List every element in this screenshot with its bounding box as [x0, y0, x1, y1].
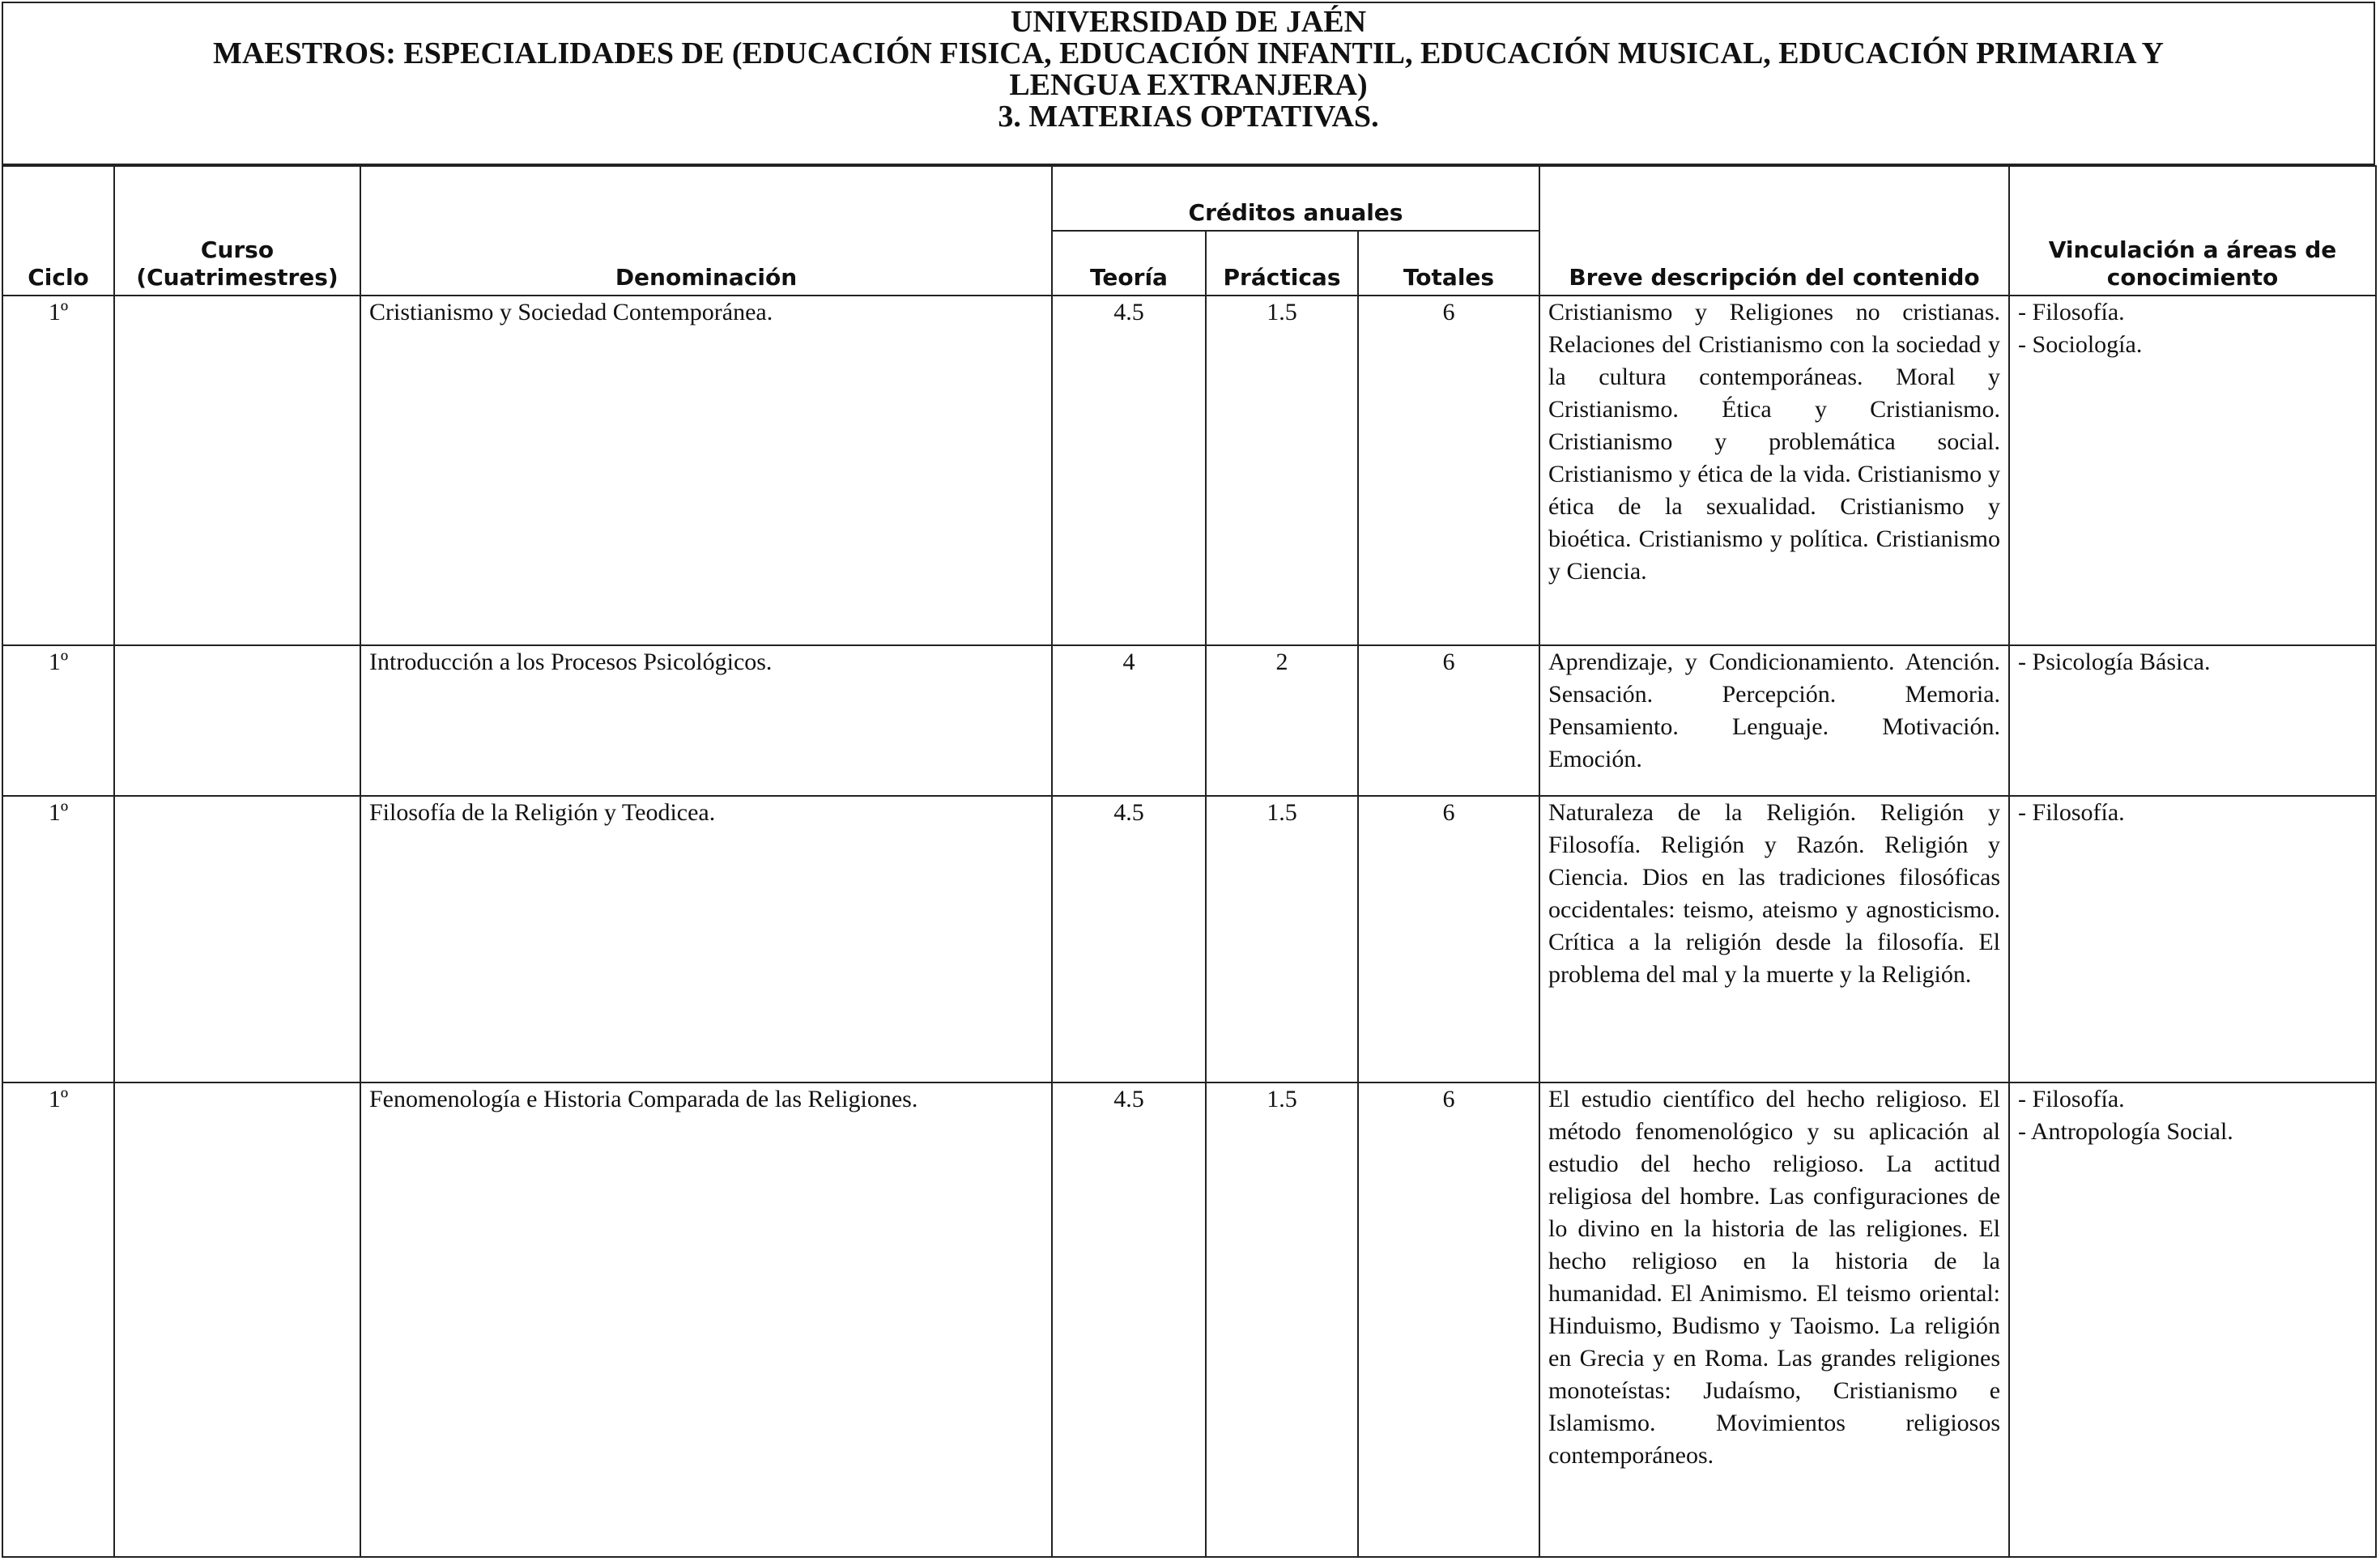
university-title: UNIVERSIDAD DE JAÉN	[1010, 5, 1367, 39]
table-row	[2, 645, 2376, 796]
column-header-vinculacion-line2: conocimiento	[2106, 264, 2279, 291]
column-header-creditos: Créditos anuales	[1052, 166, 1539, 231]
column-header-vinculacion	[2009, 166, 2376, 296]
column-header-teoria: Teoría	[1052, 231, 1206, 296]
cell-descripcion: Naturaleza de la Religión. Religión y Filosofía. Religión y Razón. Religión y Ciencia. Dios en las tradiciones filosóficas occidentales: teismo, ateismo y agnosticismo. Crítica a la religión desde la filosofía. El problema del mal y la muerte y la Religión.	[1539, 796, 2009, 1082]
cell-descripcion: Aprendizaje, y Condicionamiento. Atención. Sensación. Percepción. Memoria. Pensamiento. Lenguaje. Motivación. Emoción.	[1539, 645, 2009, 796]
document-header	[2, 2, 2375, 165]
cell-denominacion: Cristianismo y Sociedad Contemporánea.	[360, 296, 1052, 645]
cell-curso	[114, 796, 360, 1082]
cell-curso	[114, 645, 360, 796]
cell-vinculacion	[2009, 796, 2376, 1082]
column-header-descripcion: Breve descripción del contenido	[1539, 166, 2009, 296]
area-item: - Antropología Social.	[2018, 1118, 2233, 1145]
cell-teoria: 4.5	[1052, 1082, 1206, 1557]
cell-practicas: 1.5	[1206, 296, 1358, 645]
column-header-totales: Totales	[1358, 231, 1539, 296]
cell-vinculacion	[2009, 1082, 2376, 1557]
column-header-vinculacion-line1: Vinculación a áreas de	[2048, 236, 2337, 263]
cell-denominacion: Fenomenología e Historia Comparada de las Religiones.	[360, 1082, 1052, 1557]
table-row	[2, 796, 2376, 1082]
column-header-denominacion: Denominación	[360, 166, 1052, 296]
cell-vinculacion	[2009, 645, 2376, 796]
cell-teoria: 4.5	[1052, 796, 1206, 1082]
cell-practicas: 1.5	[1206, 1082, 1358, 1557]
degree-title: MAESTROS: ESPECIALIDADES DE (EDUCACIÓN FISICA, EDUCACIÓN INFANTIL, EDUCACIÓN MUSICAL, EDUCACIÓN PRIMARIA Y	[212, 36, 2164, 70]
area-item: - Sociología.	[2018, 331, 2143, 358]
table-row	[2, 296, 2376, 645]
cell-curso	[114, 296, 360, 645]
column-header-curso-line1: Curso	[200, 236, 275, 263]
cell-ciclo: 1º	[2, 296, 114, 645]
area-item: - Filosofía.	[2018, 799, 2125, 826]
column-header-practicas: Prácticas	[1206, 231, 1358, 296]
table-row	[2, 1082, 2376, 1557]
cell-teoria: 4	[1052, 645, 1206, 796]
cell-denominacion: Introducción a los Procesos Psicológicos.	[360, 645, 1052, 796]
cell-vinculacion	[2009, 296, 2376, 645]
subjects-table	[2, 165, 2377, 1558]
cell-totales: 6	[1358, 796, 1539, 1082]
column-header-ciclo: Ciclo	[2, 166, 114, 296]
cell-ciclo: 1º	[2, 645, 114, 796]
cell-totales: 6	[1358, 296, 1539, 645]
cell-ciclo: 1º	[2, 796, 114, 1082]
cell-teoria: 4.5	[1052, 296, 1206, 645]
cell-practicas: 1.5	[1206, 796, 1358, 1082]
cell-practicas: 2	[1206, 645, 1358, 796]
cell-totales: 6	[1358, 1082, 1539, 1557]
area-item: - Filosofía.	[2018, 299, 2125, 325]
cell-descripcion: El estudio científico del hecho religioso. El método fenomenológico y su aplicación al estudio del hecho religioso. La actitud religiosa del hombre. Las configuraciones de lo divino en la historia de las religiones. El hecho religioso en la historia de la humanidad. El Animismo. El teismo oriental: Hinduismo, Budismo y Taoismo. La religión en Grecia y en Roma. Las grandes religiones monoteístas: Judaísmo, Cristianismo e Islamismo. Movimientos religiosos contemporáneos.	[1539, 1082, 2009, 1557]
cell-curso	[114, 1082, 360, 1557]
column-header-curso-line2: (Cuatrimestres)	[136, 264, 338, 291]
cell-totales: 6	[1358, 645, 1539, 796]
degree-title-continued: LENGUA EXTRANJERA)	[1009, 68, 1368, 102]
column-header-curso	[114, 166, 360, 296]
cell-denominacion: Filosofía de la Religión y Teodicea.	[360, 796, 1052, 1082]
area-item: - Filosofía.	[2018, 1086, 2125, 1112]
area-item: - Psicología Básica.	[2018, 649, 2211, 675]
cell-ciclo: 1º	[2, 1082, 114, 1557]
cell-descripcion: Cristianismo y Religiones no cristianas. Relaciones del Cristianismo con la sociedad y la cultura contemporáneas. Moral y Cristianismo. Ética y Cristianismo. Cristianismo y problemática social. Cristianismo y ética de la vida. Cristianismo y ética de la sexualidad. Cristianismo y bioética. Cristianismo y política. Cristianismo y Ciencia.	[1539, 296, 2009, 645]
section-title: 3. MATERIAS OPTATIVAS.	[998, 100, 1379, 134]
